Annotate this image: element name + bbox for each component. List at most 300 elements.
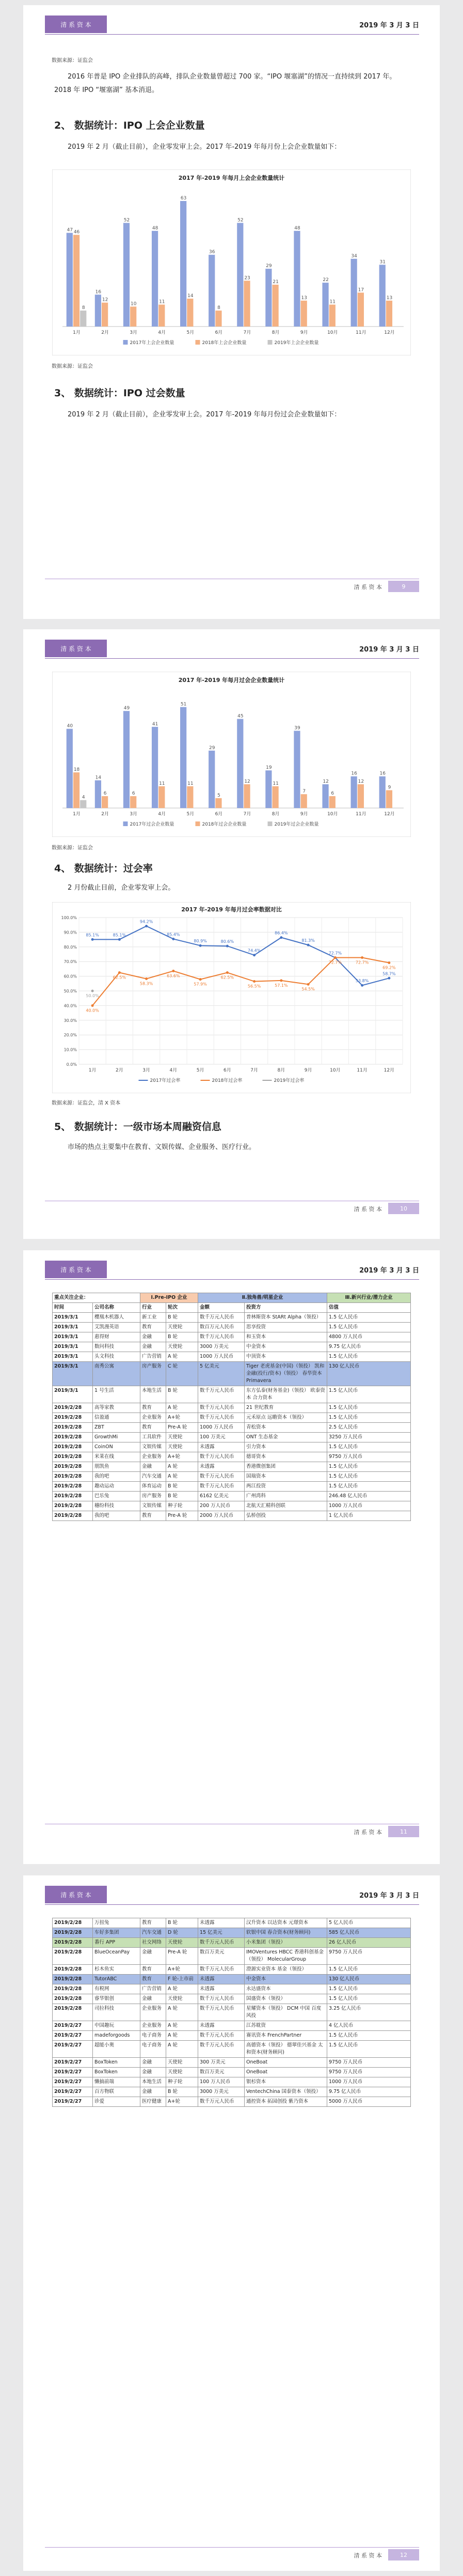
data-label: 10	[130, 301, 137, 307]
cell-investor: 弘桥创投	[245, 1511, 327, 1521]
bar	[237, 719, 243, 809]
bar	[73, 235, 79, 327]
cell-company: 朋凯鱼	[93, 1462, 140, 1472]
cell-valuation: 1.5 亿人民币	[327, 1965, 411, 1975]
cell-amount: 数千万元人民币	[198, 1386, 245, 1403]
cell-valuation: 9.75 亿人民币	[327, 2087, 411, 2097]
data-label: 40.0%	[86, 1008, 99, 1013]
data-label: 94.2%	[139, 919, 153, 924]
cell-round: A 轮	[166, 1352, 198, 1362]
cell-industry: 教育	[140, 1511, 166, 1521]
cell-date: 2019/2/27	[53, 2021, 93, 2031]
bar	[80, 800, 86, 808]
cell-round: 天使轮	[166, 1938, 198, 1948]
legend-entry: 2018年过会企业数量	[202, 822, 247, 827]
cell-valuation: 4800 万人民币	[327, 1332, 411, 1342]
table-row	[53, 1472, 411, 1482]
page-number: 9	[388, 581, 419, 592]
cell-investor: Tiger 老虎基金(中国)（领投） 凯和金融(投行/资本)（领投） 春华资本 Primavera	[245, 1362, 327, 1386]
x-tick-label: 7月	[243, 812, 251, 817]
cell-amount: 数千万元人民币	[198, 2031, 245, 2041]
table-row	[53, 1423, 411, 1433]
table-row	[53, 1442, 411, 1452]
data-label: 63	[180, 196, 187, 201]
cell-investor: 和玉资本	[245, 1332, 327, 1342]
cell-date: 2019/3/1	[53, 1342, 93, 1352]
page-header	[23, 640, 440, 660]
cell-company: GrowthMi	[93, 1433, 140, 1442]
cell-date: 2019/2/28	[53, 1928, 93, 1938]
bar	[322, 784, 328, 808]
bar	[358, 784, 364, 808]
cell-round: A 轮	[166, 2021, 198, 2031]
data-label: 18	[73, 767, 80, 772]
cell-valuation: 9750 万人民币	[327, 1948, 411, 1965]
cell-industry: 金融	[140, 2058, 166, 2068]
data-point	[172, 970, 174, 972]
cell-date: 2019/2/28	[53, 1501, 93, 1511]
cell-company: 百方物联	[93, 2087, 140, 2097]
cell-valuation: 1.5 亿人民币	[327, 1442, 411, 1452]
cell-industry: 电子商务	[140, 2031, 166, 2041]
x-tick-label: 9月	[300, 330, 308, 335]
bar	[102, 303, 108, 327]
data-point	[361, 984, 363, 987]
legend-entry: 2019年过会率	[274, 1078, 305, 1083]
data-point	[253, 980, 256, 983]
header-date: 2019 年 3 月 3 日	[359, 22, 419, 29]
cell-round: B 轮	[166, 2087, 198, 2097]
footer-logo: 清 系 资 本	[354, 2552, 382, 2559]
cell-industry: 电子商务	[140, 2041, 166, 2058]
table-row	[53, 1492, 411, 1501]
legend-label: 重点关注企业：	[53, 1293, 140, 1303]
cell-round: 天使轮	[166, 1433, 198, 1442]
page-footer	[23, 2547, 440, 2568]
y-tick-label: 50.0%	[63, 989, 77, 994]
table-row	[53, 2097, 411, 2107]
col-date: 时间	[53, 1303, 93, 1313]
bar	[301, 301, 307, 327]
cell-company: 南秀公寓	[93, 1362, 140, 1386]
cell-amount: 数千万元人民币	[198, 1452, 245, 1462]
table-row	[53, 2004, 411, 2021]
bar	[209, 255, 215, 327]
cell-date: 2019/2/27	[53, 2087, 93, 2097]
cell-investor: 两江投资	[245, 1482, 327, 1492]
data-point	[199, 978, 202, 981]
cell-amount: 未透露	[198, 1975, 245, 1984]
cell-valuation: 9750 万人民币	[327, 2068, 411, 2077]
cell-investor: 元禾原点 远瞻资本（领投）	[245, 1413, 327, 1423]
cell-date: 2019/2/28	[53, 1433, 93, 1442]
cell-round: A+轮	[166, 1413, 198, 1423]
footer-logo: 清 系 资 本	[354, 1829, 382, 1836]
cell-valuation: 1000 万人民币	[327, 1501, 411, 1511]
y-tick-label: 80.0%	[63, 944, 77, 950]
cell-industry: 教育	[140, 1975, 166, 1984]
cell-industry: 教育	[140, 1965, 166, 1975]
cell-company: 诊爱	[93, 2097, 140, 2107]
data-label: 6	[331, 791, 334, 796]
cell-valuation: 1.5 亿人民币	[327, 1313, 411, 1323]
header-date: 2019 年 3 月 3 日	[359, 646, 419, 654]
cell-valuation: 130 亿人民币	[327, 1975, 411, 1984]
cell-valuation: 2.5 亿人民币	[327, 1423, 411, 1433]
x-tick-label: 12月	[384, 330, 395, 335]
cell-amount: 数百万美元	[198, 1948, 245, 1965]
bar	[130, 306, 136, 327]
cell-company: 艾凯漫英语	[93, 1323, 140, 1332]
bar	[67, 729, 73, 808]
legend-entry: 2017年过会率	[150, 1078, 181, 1083]
source-note: 数据来源：证监会	[52, 364, 93, 369]
chart-title: 2017 年-2019 年每月上会企业数量统计	[178, 175, 285, 181]
cell-date: 2019/2/28	[53, 1482, 93, 1492]
x-tick-label: 1月	[88, 1068, 97, 1073]
table-row	[53, 1352, 411, 1362]
data-label: 51	[180, 702, 187, 707]
data-label: 13	[301, 295, 307, 301]
cell-valuation: 5000 万人民币	[327, 2097, 411, 2107]
bar	[180, 707, 186, 809]
cell-date: 2019/2/28	[53, 1948, 93, 1965]
data-label: 48	[152, 225, 158, 231]
cell-round: F 轮-上市前	[166, 1975, 198, 1984]
cell-round: A+轮	[166, 1452, 198, 1462]
data-label: 85.4%	[167, 932, 180, 937]
data-label: 57.9%	[194, 982, 207, 987]
cell-company: 1 号生活	[93, 1386, 140, 1403]
data-label: 19	[266, 765, 272, 771]
x-tick-label: 5月	[186, 330, 195, 335]
bar	[386, 301, 392, 327]
cell-amount: 5 亿美元	[198, 1362, 245, 1386]
source-note: 数据来源：证监会	[52, 845, 93, 851]
table-row	[53, 1332, 411, 1342]
cell-round: Pre-A 轮	[166, 1423, 198, 1433]
cell-round: 天使轮	[166, 1342, 198, 1352]
cell-date: 2019/2/27	[53, 2077, 93, 2087]
table-row	[53, 1413, 411, 1423]
data-label: 11	[159, 781, 165, 786]
header-date: 2019 年 3 月 3 日	[359, 1892, 419, 1900]
header-divider	[45, 1279, 419, 1280]
cell-amount: 未透露	[198, 1442, 245, 1452]
cell-valuation: 1.5 亿人民币	[327, 1323, 411, 1332]
bar	[158, 786, 165, 808]
x-tick-label: 11月	[356, 330, 366, 335]
data-label: 54.5%	[301, 987, 315, 992]
x-tick-label: 4月	[158, 812, 166, 817]
cell-round: C 轮	[166, 1362, 198, 1386]
cell-round: B 轮	[166, 1918, 198, 1928]
data-label: 81.3%	[301, 938, 315, 943]
data-label: 50.0%	[86, 994, 99, 998]
data-label: 8	[82, 305, 85, 311]
cell-industry: 企业服务	[140, 1413, 166, 1423]
cell-round: A 轮	[166, 2004, 198, 2021]
bar	[67, 233, 73, 327]
cell-date: 2019/2/28	[53, 1423, 93, 1433]
data-point	[172, 938, 174, 940]
table-row	[53, 1975, 411, 1984]
bar	[265, 269, 272, 327]
data-point	[388, 977, 390, 980]
section-5-text: 市场的热点主要集中在教育、文娱传媒、企业服务、医疗行业。	[68, 1143, 256, 1151]
cell-investor: 通控资本 拓园创投 紫乃资本	[245, 2097, 327, 2107]
data-label: 12	[244, 779, 250, 784]
page-number: 12	[388, 2549, 419, 2561]
page-header	[23, 15, 440, 36]
cell-industry: 教育	[140, 1403, 166, 1413]
data-point	[253, 954, 256, 956]
data-point	[388, 961, 390, 964]
cell-round: A+轮	[166, 1965, 198, 1975]
cell-industry: 工具软件	[140, 1433, 166, 1442]
data-label: 16	[379, 771, 386, 777]
cell-round: A 轮	[166, 2031, 198, 2041]
cell-investor: 澄源实业资本 基金（领投）	[245, 1965, 327, 1975]
cell-date: 2019/2/28	[53, 1938, 93, 1948]
cell-amount: 未透露	[198, 2021, 245, 2031]
data-label: 53.8%	[355, 979, 369, 984]
y-tick-label: 40.0%	[63, 1003, 77, 1008]
bar	[351, 259, 357, 327]
table-row	[53, 2087, 411, 2097]
cell-company: 我的吧	[93, 1472, 140, 1482]
bar	[386, 790, 392, 809]
cell-valuation: 3.25 亿人民币	[327, 2004, 411, 2021]
cell-date: 2019/2/28	[53, 1413, 93, 1423]
data-label: 52	[123, 218, 130, 223]
cell-round: 种子轮	[166, 2077, 198, 2087]
data-point	[361, 956, 363, 959]
cell-valuation: 9750 万人民币	[327, 1452, 411, 1462]
cell-industry: 教育	[140, 1323, 166, 1332]
legend-swatch	[196, 340, 200, 345]
data-point	[118, 971, 121, 974]
cell-amount: 未透露	[198, 1462, 245, 1472]
header-logo: 清 系 资 本	[45, 1261, 107, 1278]
intro-paragraph: 2016 年普是 IPO 企业排队的高峰，排队企业数量曾超过 700 家。“IPO 堰塞湖”的情况一直持续到 2017 年。2018 年 IPO “堰塞湖” 基本消退。	[54, 73, 396, 94]
cell-round: B 轮	[166, 1313, 198, 1323]
data-label: 69.2%	[382, 965, 396, 970]
cell-amount: 2000 万人民币	[198, 1511, 245, 1521]
document-page-2	[23, 629, 440, 1239]
x-tick-label: 2月	[101, 330, 109, 335]
data-label: 72.7%	[355, 960, 369, 965]
financing-table-continued	[52, 1918, 411, 2107]
bar	[294, 731, 300, 809]
cell-valuation: 9.75 亿人民币	[327, 1342, 411, 1352]
cell-industry: 体育运动	[140, 1482, 166, 1492]
cell-industry: 教育	[140, 1918, 166, 1928]
cell-date: 2019/3/1	[53, 1386, 93, 1403]
x-tick-label: 5月	[186, 812, 195, 817]
cell-industry: 金融	[140, 1948, 166, 1965]
data-label: 62.5%	[113, 975, 126, 980]
cell-round: 天使轮	[166, 1442, 198, 1452]
data-label: 6	[132, 791, 135, 796]
cell-amount: 数千万元人民币	[198, 2004, 245, 2021]
cell-date: 2019/2/28	[53, 1462, 93, 1472]
cell-amount: 数千万元人民币	[198, 1413, 245, 1423]
cell-valuation: 1.5 亿人民币	[327, 1482, 411, 1492]
cell-investor: VentechChina 国泰资本（领投）	[245, 2087, 327, 2097]
table-row	[53, 2058, 411, 2068]
data-label: 29	[209, 745, 215, 751]
x-tick-label: 7月	[250, 1068, 258, 1073]
cell-date: 2019/3/1	[53, 1323, 93, 1332]
bar	[187, 299, 193, 327]
bar	[209, 751, 215, 808]
data-label: 6	[103, 791, 107, 796]
header-divider	[45, 658, 419, 659]
cell-industry: 金融	[140, 1342, 166, 1352]
table-row	[53, 2041, 411, 2058]
table-row	[53, 1462, 411, 1472]
cell-round: Pre-A 轮	[166, 1948, 198, 1965]
data-label: 12	[323, 779, 329, 784]
bar	[123, 223, 130, 327]
table-row	[53, 2021, 411, 2031]
cell-industry: 本地生活	[140, 2077, 166, 2087]
cell-round: 天使轮	[166, 2068, 198, 2077]
header-logo: 清 系 资 本	[45, 640, 107, 657]
cell-industry: 金融	[140, 1332, 166, 1342]
cell-company: BlueOceanPay	[93, 1948, 140, 1965]
table-row	[53, 1342, 411, 1352]
cell-company: CoinON	[93, 1442, 140, 1452]
data-label: 39	[294, 725, 300, 731]
cell-amount: 6162 亿美元	[198, 1492, 245, 1501]
legend-entry: 2019年过会企业数量	[274, 822, 319, 827]
data-label: 17	[358, 287, 364, 293]
data-label: 12	[102, 297, 108, 303]
data-label: 80.6%	[220, 939, 234, 944]
data-label: 80.9%	[194, 939, 207, 944]
data-label: 7	[302, 789, 306, 795]
data-label: 74.4%	[247, 948, 261, 953]
x-tick-label: 10月	[327, 812, 338, 817]
data-label: 8	[217, 305, 220, 311]
bar	[329, 305, 336, 327]
cell-company: 趣动运动	[93, 1482, 140, 1492]
cell-valuation: 1.5 亿人民币	[327, 1462, 411, 1472]
cell-round: B 轮	[166, 1482, 198, 1492]
section-3-text: 2019 年 2 月（截止目前），企业零发审上会。2017 年-2019 年每月份过会企业数量如下：	[68, 411, 341, 418]
bar	[102, 796, 108, 808]
section-4-title: 4、 数据统计：过会率	[54, 863, 153, 874]
bar	[237, 223, 243, 327]
cell-company: 车好多集团	[93, 1928, 140, 1938]
cell-company: BoxToken	[93, 2068, 140, 2077]
cell-industry: 汽车交通	[140, 1472, 166, 1482]
data-point	[226, 971, 229, 974]
cell-date: 2019/2/28	[53, 1403, 93, 1413]
x-tick-label: 8月	[272, 330, 280, 335]
x-tick-label: 3月	[130, 330, 138, 335]
section-3-title: 3、 数据统计：IPO 过会数量	[54, 387, 185, 399]
cell-amount: 1000 万人民币	[198, 1423, 245, 1433]
legend-entry: 2018年上会企业数量	[202, 340, 247, 346]
page-number: 10	[388, 1203, 419, 1214]
cell-company: 樱凰木机器人	[93, 1313, 140, 1323]
table-row	[53, 1403, 411, 1413]
cell-investor: 中金资本	[245, 1342, 327, 1352]
cell-valuation: 3250 万人民币	[327, 1433, 411, 1442]
cell-round: 种子轮	[166, 1501, 198, 1511]
cell-valuation: 1.5 亿人民币	[327, 2031, 411, 2041]
cell-investor: 中金资本	[245, 1975, 327, 1984]
cell-valuation: 1.5 亿人民币	[327, 1472, 411, 1482]
page-header	[23, 1261, 440, 1281]
cell-company: 有税网	[93, 1984, 140, 1994]
table-row	[53, 2068, 411, 2077]
table-row	[53, 1452, 411, 1462]
legend-swatch	[268, 821, 273, 826]
data-label: 57.1%	[275, 983, 288, 988]
data-label: 58.3%	[139, 981, 153, 986]
x-tick-label: 10月	[330, 1068, 341, 1073]
document-page-3	[23, 1250, 440, 1864]
cell-amount: 数千万元人民币	[198, 1472, 245, 1482]
bar	[351, 777, 357, 808]
cell-round: 天使轮	[166, 1994, 198, 2004]
data-label: 86.4%	[275, 930, 288, 936]
cell-amount: 15 亿美元	[198, 1928, 245, 1938]
x-tick-label: 5月	[196, 1068, 204, 1073]
data-point	[307, 983, 310, 986]
cell-valuation: 1.5 亿人民币	[327, 1994, 411, 2004]
legend-new: Ⅲ.新兴行业/潜力企业	[327, 1293, 411, 1303]
table-row	[53, 1386, 411, 1403]
legend-pre-ipo: Ⅰ.Pre-IPO 企业	[140, 1293, 198, 1303]
bar	[95, 780, 101, 808]
cell-valuation: 1 亿人民币	[327, 1511, 411, 1521]
cell-investor: 星耀资本（领投） DCM 中国 百度风投	[245, 2004, 327, 2021]
table-row	[53, 1433, 411, 1442]
cell-date: 2019/2/28	[53, 2004, 93, 2021]
cell-investor: 青松资本	[245, 1423, 327, 1433]
cell-investor: 银杉资本	[245, 2077, 327, 2087]
data-label: 46	[73, 229, 80, 235]
footer-logo: 清 系 资 本	[354, 584, 382, 591]
data-point	[91, 990, 94, 992]
cell-amount: 数千万元人民币	[198, 1313, 245, 1323]
data-label: 16	[95, 289, 102, 295]
page-footer	[23, 1201, 440, 1221]
cell-date: 2019/3/1	[53, 1362, 93, 1386]
bar	[73, 772, 79, 808]
cell-investor: 永达盛资本	[245, 1984, 327, 1994]
bar	[158, 305, 165, 327]
data-point	[280, 979, 282, 982]
data-label: 48	[294, 225, 300, 231]
cell-round: B 轮	[166, 1386, 198, 1403]
data-label: 13	[386, 295, 393, 301]
cell-date: 2019/2/28	[53, 1965, 93, 1975]
x-tick-label: 12月	[384, 812, 395, 817]
cell-company: 米莱在线	[93, 1452, 140, 1462]
cell-company: 懒搞前端	[93, 2077, 140, 2087]
cell-investor: OneBoat	[245, 2068, 327, 2077]
cell-round: A+轮	[166, 2097, 198, 2107]
cell-industry: 本地生活	[140, 1386, 166, 1403]
cell-investor: 国盛资本（领投）	[245, 1994, 327, 2004]
table-row	[53, 1948, 411, 1965]
